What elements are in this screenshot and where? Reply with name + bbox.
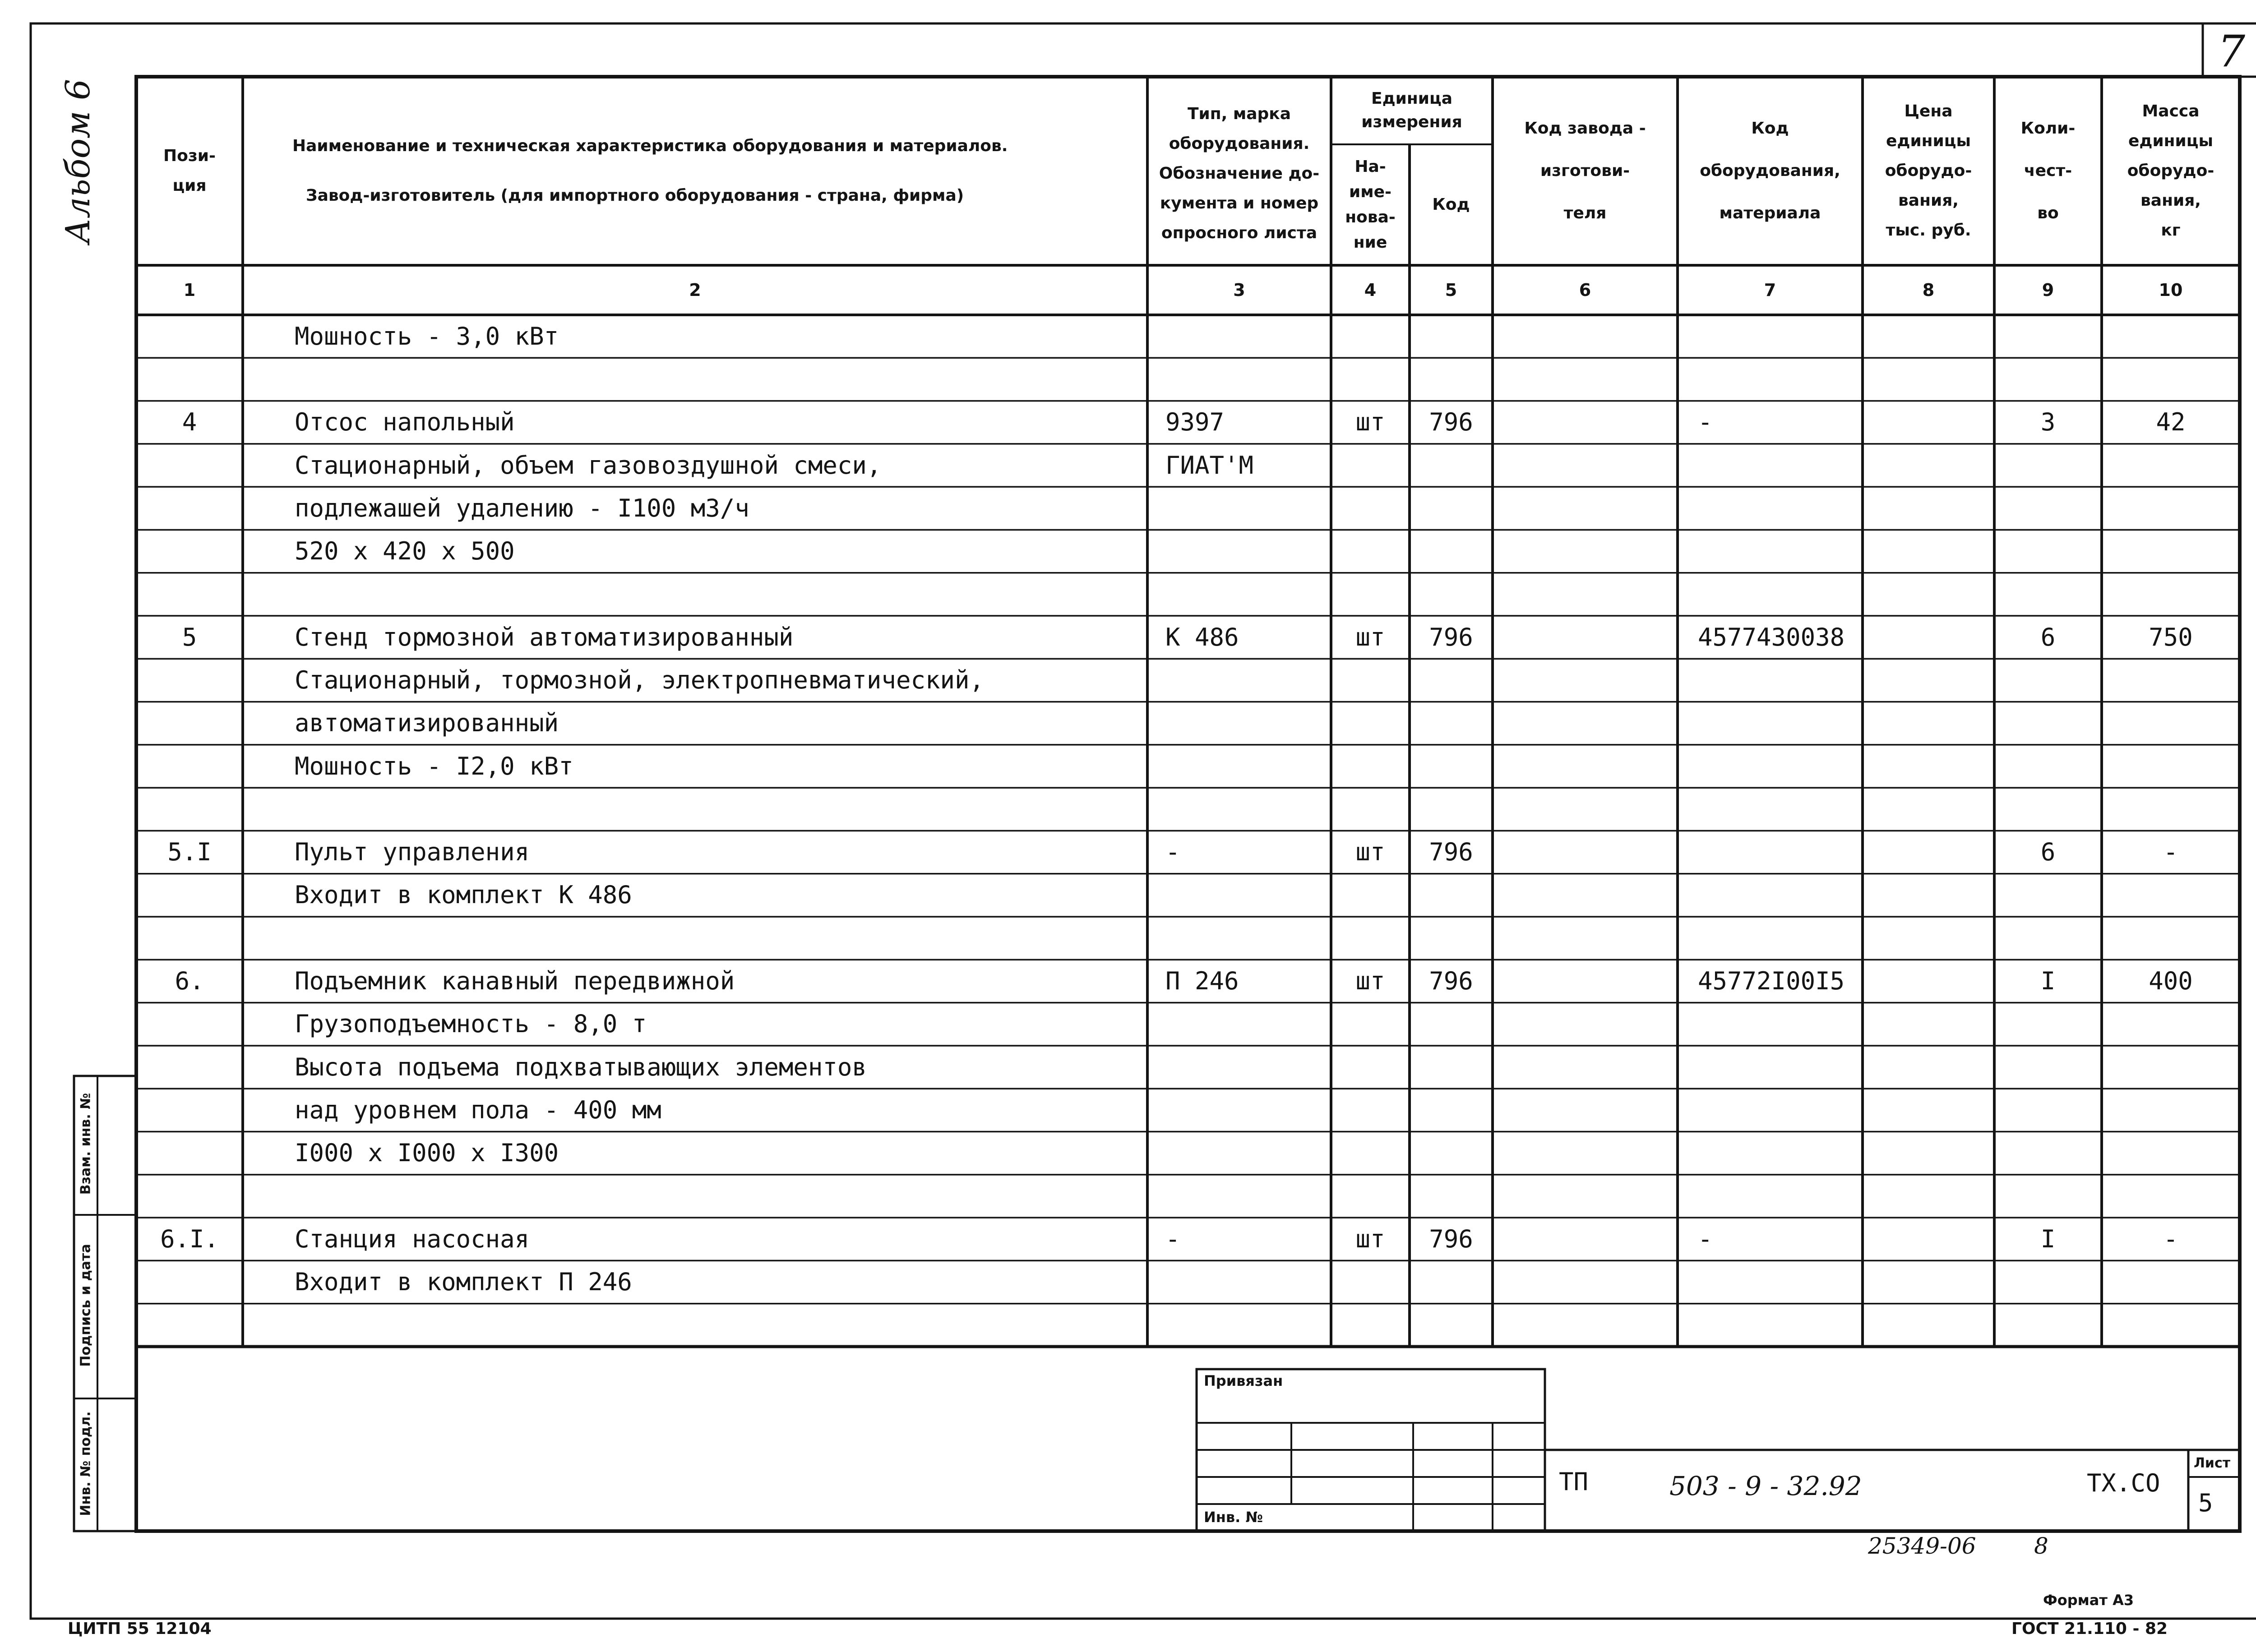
header-unit-group: Единица измерения xyxy=(1361,89,1462,131)
cell-equip: 4577430038 xyxy=(1698,623,1845,651)
cell-pos: 6. xyxy=(175,967,204,996)
archive-sheet: 8 xyxy=(2034,1533,2048,1559)
cell-name: Подъемник канавный передвижной xyxy=(295,967,735,996)
title-inv-no: Инв. № xyxy=(1204,1509,1263,1526)
sheet-number-handwritten: 7 xyxy=(2218,26,2246,77)
cell-mass: 750 xyxy=(2149,623,2193,651)
cell-equip: - xyxy=(1698,408,1713,437)
header-price: Цена единицы оборудо- вания, тыс. руб. xyxy=(1885,102,1972,240)
title-mark: ТХ.СО xyxy=(2087,1469,2160,1497)
column-number: 5 xyxy=(1445,280,1457,300)
cell-type: - xyxy=(1165,838,1180,867)
cell-unit: шт xyxy=(1355,838,1385,867)
title-list-number: 5 xyxy=(2198,1489,2213,1517)
header-equipment-code: Код оборудования, материала xyxy=(1700,119,1840,222)
cell-qty: I xyxy=(2040,967,2056,996)
cell-name: Пульт управления xyxy=(295,838,530,867)
cell-qty: 6 xyxy=(2040,838,2056,867)
cell-mass: 42 xyxy=(2156,408,2186,437)
column-number: 2 xyxy=(689,280,701,300)
cell-name: Грузоподъемность - 8,0 т xyxy=(295,1010,647,1038)
title-privyazan: Привязан xyxy=(1204,1372,1283,1389)
column-number: 4 xyxy=(1364,280,1377,300)
cell-name: I000 х I000 х I300 xyxy=(295,1139,559,1167)
header-unit-code: Код xyxy=(1432,195,1470,214)
cell-name: над уровнем пола - 400 мм xyxy=(295,1095,661,1124)
stamp-signature-date: Подпись и дата xyxy=(78,1244,94,1367)
citp-label: ЦИТП 55 12104 xyxy=(68,1620,212,1638)
cell-name: Входит в комплект К 486 xyxy=(295,881,632,909)
album-label: Альбом 6 xyxy=(59,78,97,244)
stamp-inv-podl: Инв. № подл. xyxy=(78,1411,94,1516)
cell-code: 796 xyxy=(1429,408,1473,437)
cell-name: Высота подъема подхватывающих элементов xyxy=(295,1052,867,1081)
cell-name: Стационарный, объем газовоздушной смеси, xyxy=(295,451,882,480)
cell-qty: I xyxy=(2040,1224,2056,1253)
header-position: Пози- ция xyxy=(163,147,216,195)
cell-code: 796 xyxy=(1429,838,1473,867)
cell-type: - xyxy=(1165,1224,1180,1253)
cell-name: Станция насосная xyxy=(295,1224,530,1253)
cell-name: автоматизированный xyxy=(295,709,559,738)
header-quantity: Коли- чест- во xyxy=(2020,119,2076,222)
header-type: Тип, марка оборудования. Обозначение до- кумента и номер опросного листа xyxy=(1159,105,1320,242)
cell-pos: 5.I xyxy=(167,838,212,867)
cell-equip: 45772I00I5 xyxy=(1698,967,1845,996)
header-name: Наименование и техническая характеристика оборудования и материалов. Завод-изготовитель (для импортного оборудования - страна, фирма) xyxy=(292,137,1008,205)
cell-unit: шт xyxy=(1355,967,1385,996)
cell-mass: 400 xyxy=(2149,967,2193,996)
column-number: 7 xyxy=(1764,280,1776,300)
column-number: 1 xyxy=(183,280,196,300)
cell-name: Отсос напольный xyxy=(295,408,515,437)
cell-code: 796 xyxy=(1429,1224,1473,1253)
cell-unit: шт xyxy=(1355,408,1385,437)
cell-name: 520 х 420 х 500 xyxy=(295,537,515,566)
cell-pos: 5 xyxy=(182,623,197,651)
header-mass: Масса единицы оборудо- вания, кг xyxy=(2127,102,2214,240)
cell-name: Мошность - I2,0 кВт xyxy=(295,752,573,780)
cell-pos: 4 xyxy=(182,408,197,437)
format-label: Формат А3 xyxy=(2043,1592,2134,1609)
stamp-vzam-inv: Взам. инв. № xyxy=(78,1093,94,1195)
header-unit-name: На- име- нова- ние xyxy=(1345,157,1396,252)
column-number: 3 xyxy=(1233,280,1245,300)
cell-pos: 6.I. xyxy=(160,1224,219,1253)
header-factory-code: Код завода - изготови- теля xyxy=(1524,119,1646,222)
cell-unit: шт xyxy=(1355,623,1385,651)
cell-type: К 486 xyxy=(1165,623,1239,651)
cell-equip: - xyxy=(1698,1224,1713,1253)
column-number: 6 xyxy=(1579,280,1591,300)
cell-mass: - xyxy=(2163,1224,2178,1253)
column-number: 9 xyxy=(2042,280,2054,300)
cell-qty: 6 xyxy=(2040,623,2056,651)
cell-name: Входит в комплект П 246 xyxy=(295,1268,632,1297)
cell-code: 796 xyxy=(1429,967,1473,996)
cell-name: подлежашей удалению - I100 м3/ч xyxy=(295,494,749,522)
title-tp: ТП xyxy=(1559,1467,1589,1496)
cell-name: Стационарный, тормозной, электропневматический, xyxy=(295,665,985,694)
title-list-label: Лист xyxy=(2194,1455,2231,1471)
cell-type: П 246 xyxy=(1165,967,1239,996)
cell-name: Мошность - 3,0 кВт xyxy=(295,322,559,351)
cell-type: 9397 xyxy=(1165,408,1225,437)
gost-label: ГОСТ 21.110 - 82 xyxy=(2011,1620,2168,1638)
title-doc-code: 503 - 9 - 32.92 xyxy=(1669,1471,1862,1501)
cell-code: 796 xyxy=(1429,623,1473,651)
archive-number: 25349-06 xyxy=(1868,1533,1976,1559)
cell-qty: 3 xyxy=(2040,408,2056,437)
column-number: 10 xyxy=(2159,280,2183,300)
column-number: 8 xyxy=(1922,280,1935,300)
cell-unit: шт xyxy=(1355,1224,1385,1253)
cell-name: Стенд тормозной автоматизированный xyxy=(295,623,794,651)
cell-mass: - xyxy=(2163,838,2178,867)
cell-type: ГИАТ'М xyxy=(1165,451,1254,480)
